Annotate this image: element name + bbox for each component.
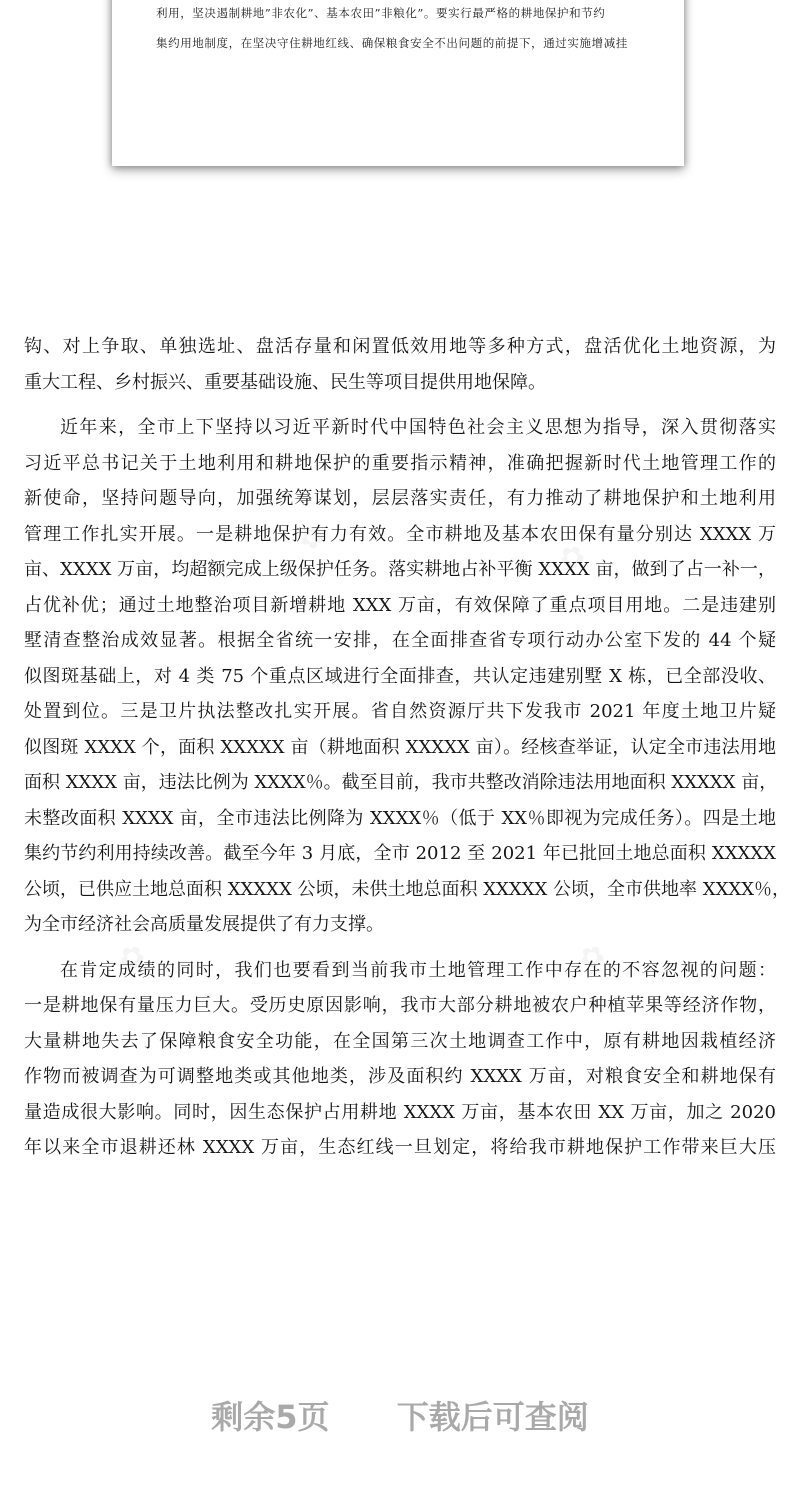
paragraph (24, 953, 776, 1166)
text-line: 习近平总书记关于土地利用和耕地保护的重要指示精神，准确把握新时代土地管理工作的 (24, 452, 776, 474)
text-line: 处置到位。三是卫片执法整改扎实开展。省自然资源厅共下发我市 2021 年度土地卫片疑 (24, 701, 776, 722)
paragraph (24, 410, 791, 943)
text-line: 钩、对上争取、单独选址、盘活存量和闲置低效用地等多种方式，盘活优化土地资源，为 (24, 336, 776, 357)
document-body (24, 329, 791, 1166)
text-line: 似图斑 XXXX 个，面积 XXXXX 亩（耕地面积 XXXXX 亩）。经核查举证，认定全市违法用地 (24, 736, 776, 758)
text-line: 重大工程、乡村振兴、重要基础设施、民生等项目提供用地保障。 (24, 371, 546, 393)
previous-page-card (112, 0, 684, 166)
download-prompt[interactable] (0, 1392, 800, 1438)
remaining-pages-label: 剩余5页 (211, 1398, 330, 1436)
text-line: 墅清查整治成效显著。根据全省统一安排，在全面排查省专项行动办公室下发的 44 个疑 (24, 630, 776, 651)
text-line: 亩、XXXX 万亩，均超额完成上级保护任务。落实耕地占补平衡 XXXX 亩，做到了占一补一， (24, 559, 776, 580)
card-text-line-1: 利用，坚决遏制耕地”非农化”、基本农田”非粮化”。要实行最严格的耕地保护和节约 (156, 6, 606, 20)
text-line: 未整改面积 XXXX 亩，全市违法比例降为 XXXX％（低于 XX％即视为完成任务）。四是土地 (24, 807, 776, 829)
text-line: 面积 XXXX 亩，违法比例为 XXXX％。截至目前，我市共整改消除违法用地面积 XXXXX 亩， (24, 772, 778, 793)
text-line: 似图斑基础上，对 4 类 75 个重点区域进行全面排查，共认定违建别墅 X 栋，已全部没收、 (24, 665, 776, 687)
text-line: 管理工作扎实开展。一是耕地保护有力有效。全市耕地及基本农田保有量分别达 XXXX 万 (24, 523, 776, 545)
text-line: 在肯定成绩的同时，我们也要看到当前我市土地管理工作中存在的不容忽视的问题： (60, 959, 776, 981)
card-text-line-2: 集约用地制度，在坚决守住耕地红线、确保粮食安全不出问题的前提下，通过实施增减挂 (156, 36, 628, 50)
paragraph (24, 329, 776, 400)
text-line: 年以来全市退耕还林 XXXX 万亩，生态红线一旦划定，将给我市耕地保护工作带来巨大压 (24, 1137, 776, 1158)
text-line: 集约节约利用持续改善。截至今年 3 月底，全市 2012 至 2021 年已批回土地总面积 XXXXX (24, 843, 776, 864)
text-line: 大量耕地失去了保障粮食安全功能，在全国第三次土地调查工作中，原有耕地因栽植经济 (24, 1030, 776, 1052)
text-line: 作物而被调查为可调整地类或其他地类，涉及面积约 XXXX 万亩，对粮食安全和耕地保有 (24, 1066, 776, 1087)
text-line: 公顷，已供应土地总面积 XXXXX 公顷，未供土地总面积 XXXXX 公顷，全市供地率 XXXX％， (24, 878, 791, 900)
text-line: 量造成很大影响。同时，因生态保护占用耕地 XXXX 万亩，基本农田 XX 万亩，加之 2020 (24, 1101, 776, 1123)
text-line: 新使命，坚持问题导向，加强统筹谋划，层层落实责任，有力推动了耕地保护和土地利用 (24, 488, 776, 509)
download-to-view-label: 下载后可查阅 (396, 1398, 589, 1436)
text-line: 一是耕地保有量压力巨大。受历史原因影响，我市大部分耕地被农户种植苹果等经济作物， (24, 995, 776, 1016)
text-line: 为全市经济社会高质量发展提供了有力支撑。 (24, 914, 384, 935)
text-line: 近年来，全市上下坚持以习近平新时代中国特色社会主义思想为指导，深入贯彻落实 (60, 417, 776, 438)
text-line: 占优补优；通过土地整治项目新增耕地 XXX 万亩，有效保障了重点项目用地。二是违建别 (24, 594, 776, 616)
